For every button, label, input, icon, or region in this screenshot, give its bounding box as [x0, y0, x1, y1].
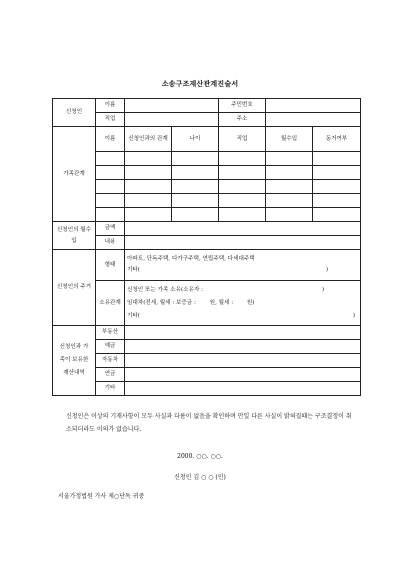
applicant-section-label: 신청인: [53, 99, 96, 127]
residence-type-label: 형태: [96, 250, 125, 281]
family-cell[interactable]: [172, 180, 219, 194]
family-header-age: 나이: [172, 127, 219, 152]
family-cell[interactable]: [96, 194, 125, 208]
income-section-label: 신청인의 월수입: [53, 222, 96, 250]
address-label: 주소: [219, 113, 266, 127]
job-label: 직업: [96, 113, 125, 127]
family-cell[interactable]: [125, 166, 172, 180]
family-row: [53, 152, 361, 166]
family-cell[interactable]: [219, 208, 266, 222]
family-cell[interactable]: [266, 180, 313, 194]
family-row: [53, 194, 361, 208]
ownership-own-line: 신청인 또는 가족 소유(소유자 :: [127, 286, 204, 293]
address-field[interactable]: [266, 113, 361, 127]
family-cell[interactable]: [219, 180, 266, 194]
assets-field[interactable]: [125, 382, 361, 396]
assets-field[interactable]: [125, 368, 361, 382]
ssn-label: 주민번호: [219, 99, 266, 113]
residence-type-other: 기타(: [127, 267, 140, 273]
name-label: 이름: [96, 99, 125, 113]
family-cell[interactable]: [313, 180, 361, 194]
job-field[interactable]: [125, 113, 219, 127]
family-header-cohabit: 동거여부: [313, 127, 361, 152]
income-amount-field[interactable]: [125, 222, 361, 236]
family-cell[interactable]: [266, 208, 313, 222]
income-amount-label: 금액: [96, 222, 125, 236]
family-row: [53, 180, 361, 194]
family-cell[interactable]: [313, 166, 361, 180]
income-details-field[interactable]: [125, 236, 361, 250]
family-cell[interactable]: [125, 208, 172, 222]
family-header-name: 이름: [96, 127, 125, 152]
family-cell[interactable]: [172, 166, 219, 180]
family-cell[interactable]: [96, 180, 125, 194]
statement-table: [52, 98, 361, 396]
family-header-job: 직업: [219, 127, 266, 152]
assets-row-label-realestate: 부동산: [96, 326, 125, 340]
family-cell[interactable]: [125, 152, 172, 166]
ownership-field[interactable]: [125, 281, 361, 326]
family-cell[interactable]: [96, 166, 125, 180]
ownership-own-close: ): [321, 286, 324, 293]
name-field[interactable]: [125, 99, 219, 113]
family-cell[interactable]: [266, 166, 313, 180]
assets-section-label: 신청인과 가족이 보유한 재산내역: [53, 326, 96, 396]
assets-field[interactable]: [125, 340, 361, 354]
income-details-label: 내용: [96, 236, 125, 250]
family-cell[interactable]: [172, 152, 219, 166]
family-cell[interactable]: [125, 180, 172, 194]
ssn-field[interactable]: [266, 99, 361, 113]
residence-type-field[interactable]: [125, 250, 361, 281]
ownership-other-close: ): [352, 312, 355, 319]
ownership-rent-line: 임대차(전세, 월세 : 보증금 :: [127, 299, 196, 306]
assets-row-label-deposit: 예금: [96, 340, 125, 354]
family-header-income: 월수입: [266, 127, 313, 152]
ownership-label: 소유관계: [96, 281, 125, 326]
family-row: [53, 166, 361, 180]
ownership-rent-won1: 원, 월세 :: [209, 299, 234, 306]
family-cell[interactable]: [219, 152, 266, 166]
assets-row-label-car: 자동차: [96, 354, 125, 368]
family-cell[interactable]: [125, 194, 172, 208]
page-title: 소송구조재산관계진술서: [161, 80, 239, 88]
family-cell[interactable]: [266, 152, 313, 166]
assets-row-label-pension: 연금: [96, 368, 125, 382]
family-cell[interactable]: [96, 208, 125, 222]
residence-type-options: 아파트, 단독주택, 다가구주택, 연립주택, 다세대주택: [127, 256, 255, 262]
family-cell[interactable]: [219, 166, 266, 180]
family-cell[interactable]: [172, 208, 219, 222]
family-cell[interactable]: [219, 194, 266, 208]
residence-section-label: 신청인의 주거: [53, 250, 96, 326]
signature-line: 신청인 김 ○ ○ (인): [174, 474, 226, 481]
family-header-relation: 신청인과의 관계: [125, 127, 172, 152]
family-cell[interactable]: [96, 152, 125, 166]
family-row: [53, 208, 361, 222]
family-section-label: 가족관계: [53, 127, 96, 222]
family-cell[interactable]: [313, 208, 361, 222]
date-line: 2000. ○○. ○○.: [177, 453, 223, 460]
assets-row-label-other: 기타: [96, 382, 125, 396]
ownership-other-line: 기타(: [127, 312, 140, 319]
residence-type-close: ): [325, 267, 328, 273]
certification-text: 신청인은 이상의 기재사항이 모두 사실과 다름이 없음을 확인하며 만일 다른 사실이 밝혀질때는 구조결정이 취소되더라도 이의가 없습니다.: [66, 413, 352, 433]
family-cell[interactable]: [172, 194, 219, 208]
family-cell[interactable]: [313, 194, 361, 208]
ownership-rent-won2: 원): [246, 299, 255, 306]
assets-field[interactable]: [125, 354, 361, 368]
family-cell[interactable]: [266, 194, 313, 208]
assets-field[interactable]: [125, 326, 361, 340]
court-addressee: 서울가정법원 가사 제○단독 귀중: [58, 493, 145, 500]
family-cell[interactable]: [313, 152, 361, 166]
